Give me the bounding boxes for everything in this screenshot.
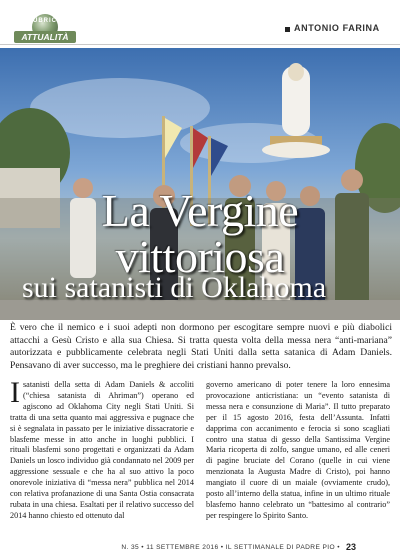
badge-top-text: RUBRICA: [27, 18, 63, 24]
headline-line-2: vittoriosa: [115, 231, 285, 282]
article-lead: È vero che il nemico e i suoi adepti non dormono per escogitare sempre nuovi e più diabolici attacchi a Gesù Cristo e alla sua Chiesa. Si tratta questa volta della messa nera “anti-mariana” autorizzata e pubblicamente celebrata negli Stati Uniti dalla setta satanica di Adam Daniels. Pensavano di aver successo, ma le preghiere dei cristiani hanno prevalso.: [10, 322, 392, 371]
headline-line-1: La Vergine: [101, 185, 299, 236]
article-column-right: [206, 380, 390, 522]
article-column-left: [10, 376, 194, 522]
issue-info: N. 35 • 11 SETTEMBRE 2016 • IL SETTIMANALE DI PADRE PIO •: [121, 544, 340, 551]
author-name: ANTONIO FARINA: [294, 23, 380, 33]
section-label: ATTUALITÀ: [21, 32, 69, 42]
page-header: [0, 0, 400, 48]
page-footer: [0, 542, 400, 558]
section-badge: [14, 14, 76, 44]
header-divider: [0, 44, 400, 45]
headline-subtitle: sui satanisti di Oklahoma: [22, 271, 327, 304]
column-left-text: satanisti della setta di Adam Daniels & accoliti (“chiesa satanista di Ahriman”) operano ed agiscono ad Oklahoma City negli Stati Uniti. Si tratta di una setta quanto mai aggressiva e pugnace che si è segnalata in passato per le iniziative dissacratorie e blasfeme messe in atto anche in luoghi pubblici. I rituali blasfemi sono progettati e organizzati da Adam Daniels un losco individuo già condannato nel 2009 per aggressione sessuale e che ha al suo attivo la poco onorevole iniziativa di “messa nera” pubblica nel 2014 con relativa profanazione di una Santa Ostia consacrata rubata in una chiesa. Esaltati per il relativo successo del 2014 hanno chiesto ed ottenuto dal: [10, 380, 194, 520]
column-right-text: governo americano di poter tenere la loro ennesima provocazione anticristiana: un “evento satanista di messa nera e consunzione di Maria”. Il tutto preparato per il 15 agosto 2016, festa dell’Assunta. Infatti dapprima con accanimento e ferocia si sono scagliati contro una statua di gesso della Santissima Vergine Maria ricoperta di zolfo, sangue umano, ed alle ceneri di pagine bruciate del Corano (quelle in cui viene menzionata la Augusta Madre di Cristo), poi hanno mangiato il cuore di un maiale (ovviamente crudo), posto all’interno della statua, infine in un ultimo rituale blasfemo hanno celebrato un “battesimo al contrario” per respingere lo Spirito Santo.: [206, 380, 390, 520]
page-number: 23: [346, 542, 357, 552]
square-bullet-icon: [285, 27, 290, 32]
drop-cap: I: [10, 376, 20, 409]
